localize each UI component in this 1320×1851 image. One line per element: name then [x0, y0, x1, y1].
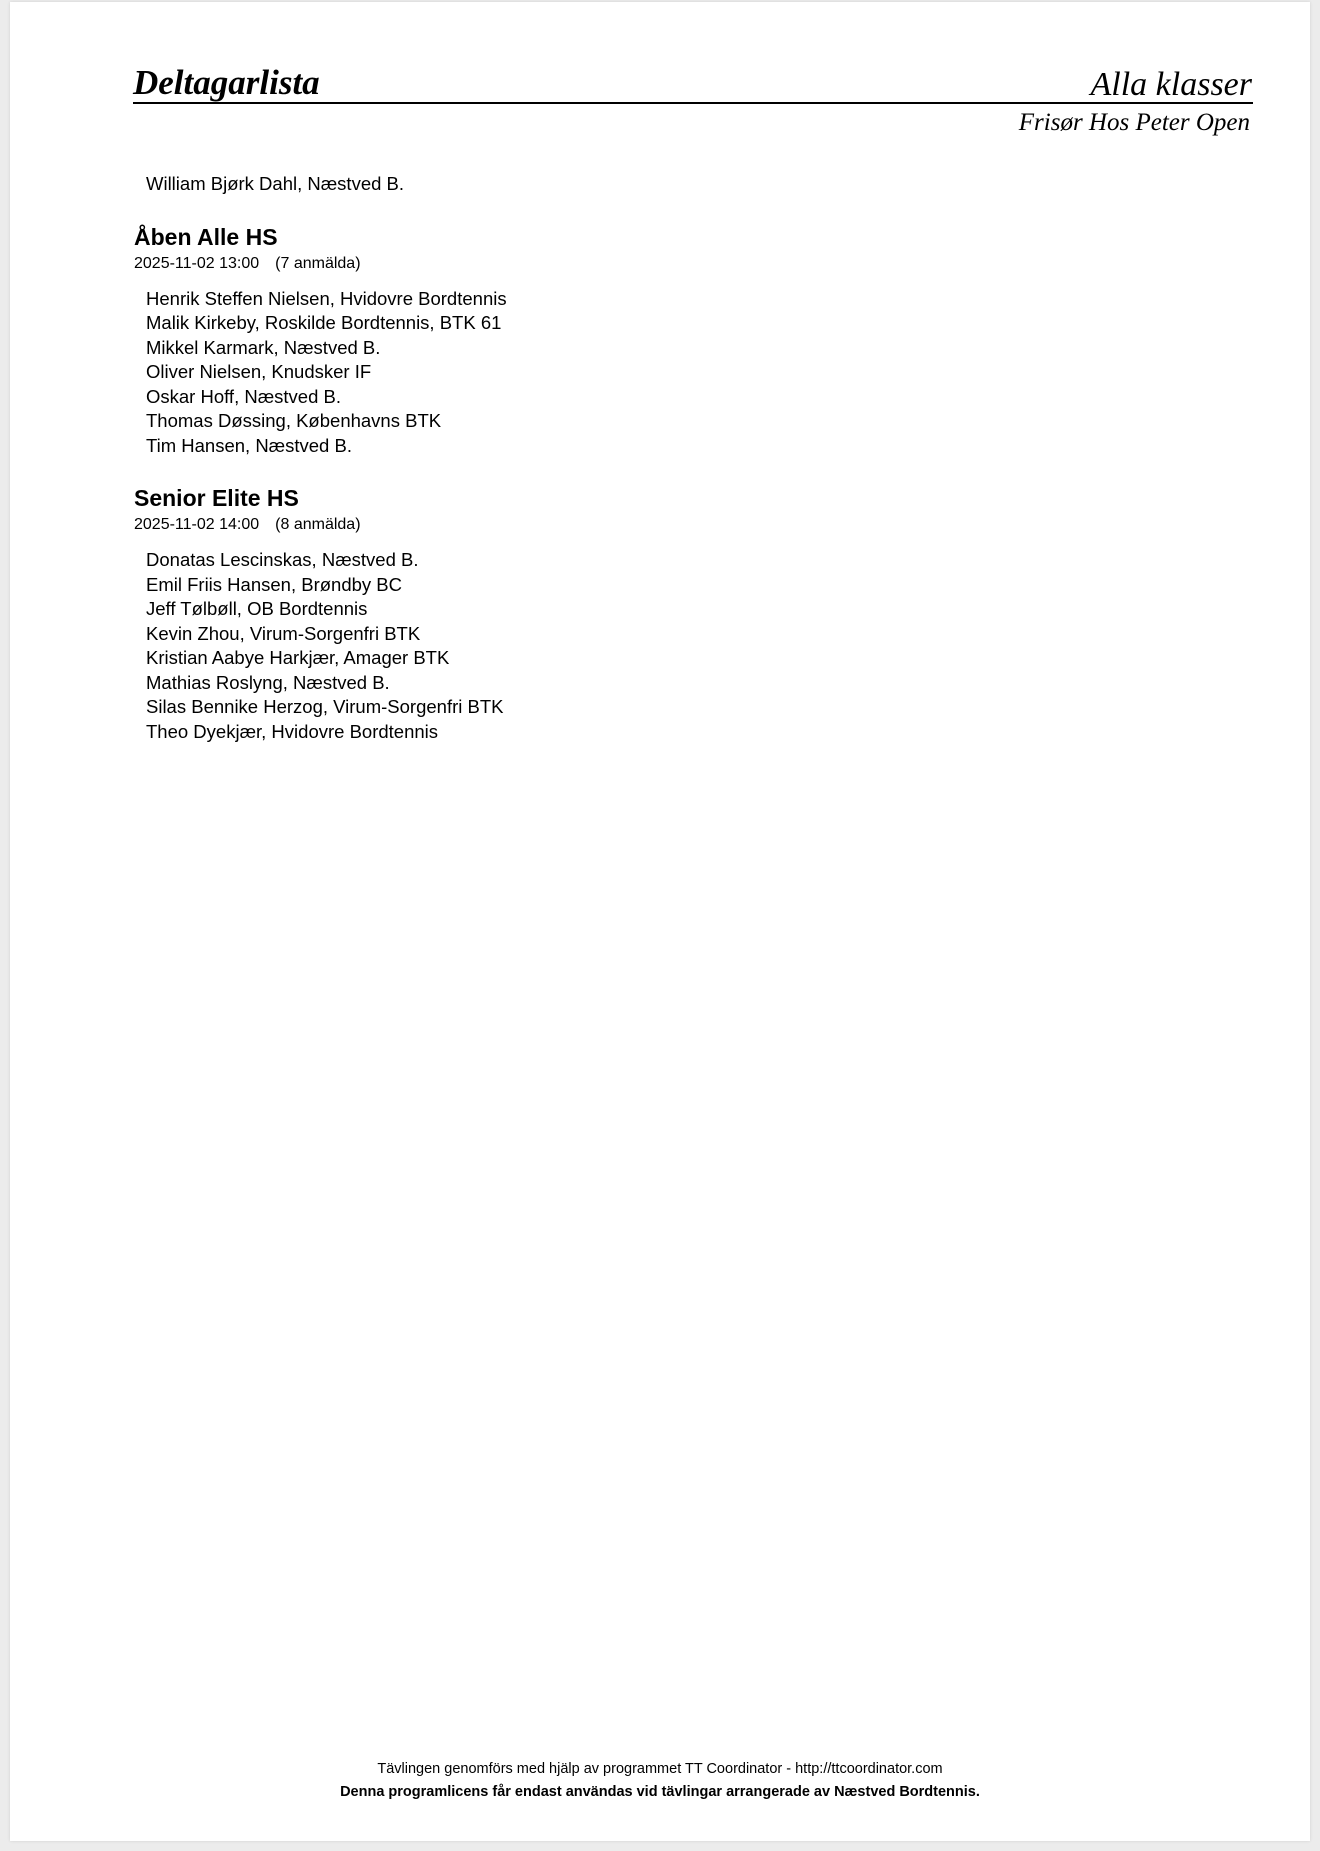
class-entries — [134, 548, 507, 744]
participant-entry: Theo Dyekjær, Hvidovre Bordtennis — [146, 720, 439, 742]
class-title: Åben Alle HS — [134, 223, 278, 250]
participant-entry: Tim Hansen, Næstved B. — [146, 434, 352, 456]
footer-license-notice: Denna programlicens får endast användas vid tävlingar arrangerade av Næstved Bordtennis. — [340, 1784, 980, 1800]
class-datetime: 2025-11-02 14:00 — [134, 516, 260, 533]
participant-entry: Oskar Hoff, Næstved B. — [146, 385, 341, 407]
participant-entry: Kevin Zhou, Virum-Sorgenfri BTK — [146, 622, 421, 644]
document-page — [10, 2, 1310, 1841]
class-entries — [134, 287, 507, 459]
participant-entry: Emil Friis Hansen, Brøndby BC — [146, 573, 402, 595]
participant-entry: Silas Bennike Herzog, Virum-Sorgenfri BTK — [146, 696, 504, 717]
participant-entry: Thomas Døssing, Københavns BTK — [146, 410, 442, 431]
class-section-senior-elite-hs — [134, 484, 507, 744]
class-datetime: 2025-11-02 13:00 — [134, 254, 260, 272]
participant-list — [134, 172, 507, 744]
class-meta — [134, 253, 507, 275]
participant-entry: Malik Kirkeby, Roskilde Bordtennis, BTK 61 — [146, 312, 502, 333]
header-rule — [133, 102, 1253, 104]
document-title: Deltagarlista — [133, 63, 320, 102]
class-scope: Alla klasser — [1090, 66, 1252, 103]
participant-entry: Mikkel Karmark, Næstved B. — [146, 336, 381, 358]
participant-entry: Mathias Roslyng, Næstved B. — [146, 671, 390, 693]
class-entry-count: (7 anmälda) — [275, 254, 361, 272]
class-section-aben-alle-hs — [134, 223, 507, 459]
participant-entry: Donatas Lescinskas, Næstved B. — [146, 549, 419, 570]
participant-entry: Kristian Aabye Harkjær, Amager BTK — [146, 647, 450, 668]
class-meta — [134, 514, 507, 536]
class-title: Senior Elite HS — [134, 485, 299, 511]
participant-entry: Henrik Steffen Nielsen, Hvidovre Bordtennis — [146, 287, 507, 309]
footer-software-notice: Tävlingen genomförs med hjälp av programmet TT Coordinator - http://ttcoordinator.com — [377, 1761, 943, 1777]
carryover-entries — [134, 172, 507, 197]
class-entry-count: (8 anmälda) — [275, 516, 361, 533]
participant-entry: Jeff Tølbøll, OB Bordtennis — [146, 598, 368, 619]
tournament-name: Frisør Hos Peter Open — [1018, 109, 1250, 136]
participant-entry: William Bjørk Dahl, Næstved B. — [146, 173, 405, 194]
participant-entry: Oliver Nielsen, Knudsker IF — [146, 361, 372, 382]
